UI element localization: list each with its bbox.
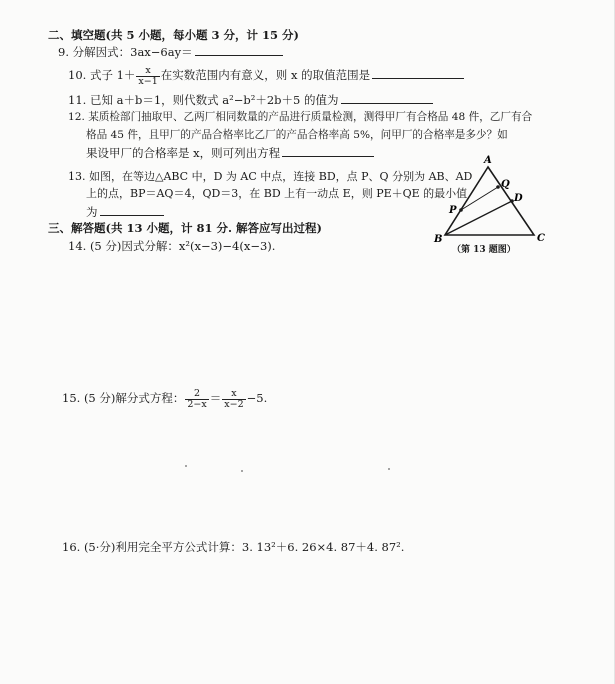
question-12-line-1: 12. 某质检部门抽取甲、乙两厂相同数量的产品进行质量检测，测得甲厂有合格品 48 件，乙厂有合	[68, 111, 533, 123]
scan-speck	[185, 465, 187, 467]
label-c: C	[537, 233, 545, 244]
point-q	[496, 185, 500, 189]
question-10-fraction-numerator: x	[145, 64, 151, 76]
question-10	[68, 64, 464, 87]
question-11	[68, 93, 433, 107]
question-13-line-3-text: 为	[86, 205, 98, 219]
question-15-fraction-right	[222, 389, 245, 410]
question-12-answer-blank[interactable]	[282, 156, 374, 157]
question-14: 14. (5 分)因式分解：x²(x−3)−4(x−3).	[68, 239, 276, 253]
label-q: Q	[501, 179, 510, 190]
question-16: 16. (5·分)利用完全平方公式计算：3. 13²＋6. 26×4. 87＋4. 87².	[62, 540, 405, 554]
question-15-right-denominator: x−2	[224, 398, 244, 410]
question-15-suffix: −5.	[246, 391, 268, 405]
question-15-left-numerator: 2	[194, 387, 201, 399]
label-p: P	[449, 205, 457, 216]
question-10-fraction	[136, 66, 159, 87]
question-13-line-1: 13. 如图，在等边△ABC 中，D 为 AC 中点，连接 BD，点 P、Q 分别为 AB、AD	[68, 170, 473, 183]
label-b: B	[434, 234, 443, 245]
scan-speck	[388, 468, 390, 470]
label-a: A	[484, 155, 492, 166]
question-9-answer-blank[interactable]	[195, 55, 283, 56]
question-15-prefix: 15. (5 分)解分式方程：	[62, 391, 185, 405]
question-10-fraction-denominator: x−1	[138, 75, 158, 87]
section-3-heading: 三、解答题(共 13 小题，计 81 分. 解答应写出过程)	[48, 221, 322, 235]
question-11-answer-blank[interactable]	[341, 103, 433, 104]
question-13-answer-blank[interactable]	[100, 215, 164, 216]
question-10-suffix: 在实数范围内有意义，则 x 的取值范围是	[160, 68, 371, 82]
question-12-line-3-text: 果设甲厂的合格率是 x，则可列出方程	[86, 146, 281, 160]
question-15	[62, 386, 267, 410]
segment-pq	[461, 187, 498, 210]
question-9	[58, 45, 283, 59]
question-12-line-3	[86, 146, 374, 160]
question-10-answer-blank[interactable]	[372, 78, 464, 79]
question-15-equals: ＝	[209, 391, 222, 405]
question-9-text: 9. 分解因式：3ax−6ay＝	[58, 45, 193, 59]
point-p	[459, 208, 463, 212]
label-d: D	[514, 193, 523, 204]
question-15-fraction-left	[185, 389, 208, 410]
figure-13-caption: （第 13 题图）	[452, 245, 516, 255]
question-11-text: 11. 已知 a＋b＝1，则代数式 a²−b²＋2b＋5 的值为	[68, 93, 339, 107]
question-13-line-2: 上的点，BP＝AQ＝4，QD＝3，在 BD 上有一动点 E，则 PE＋QE 的最小值	[86, 187, 468, 200]
question-12-line-2: 格品 45 件，且甲厂的产品合格率比乙厂的产品合格率高 5%，问甲厂的合格率是多少？如	[86, 129, 508, 141]
question-10-prefix: 10. 式子 1＋	[68, 68, 136, 82]
question-15-right-numerator: x	[231, 387, 237, 399]
section-2-heading: 二、填空题(共 5 小题，每小题 3 分，计 15 分)	[48, 28, 299, 42]
question-15-left-denominator: 2−x	[187, 398, 207, 410]
scan-speck	[241, 470, 243, 472]
question-13-line-3	[86, 205, 164, 219]
